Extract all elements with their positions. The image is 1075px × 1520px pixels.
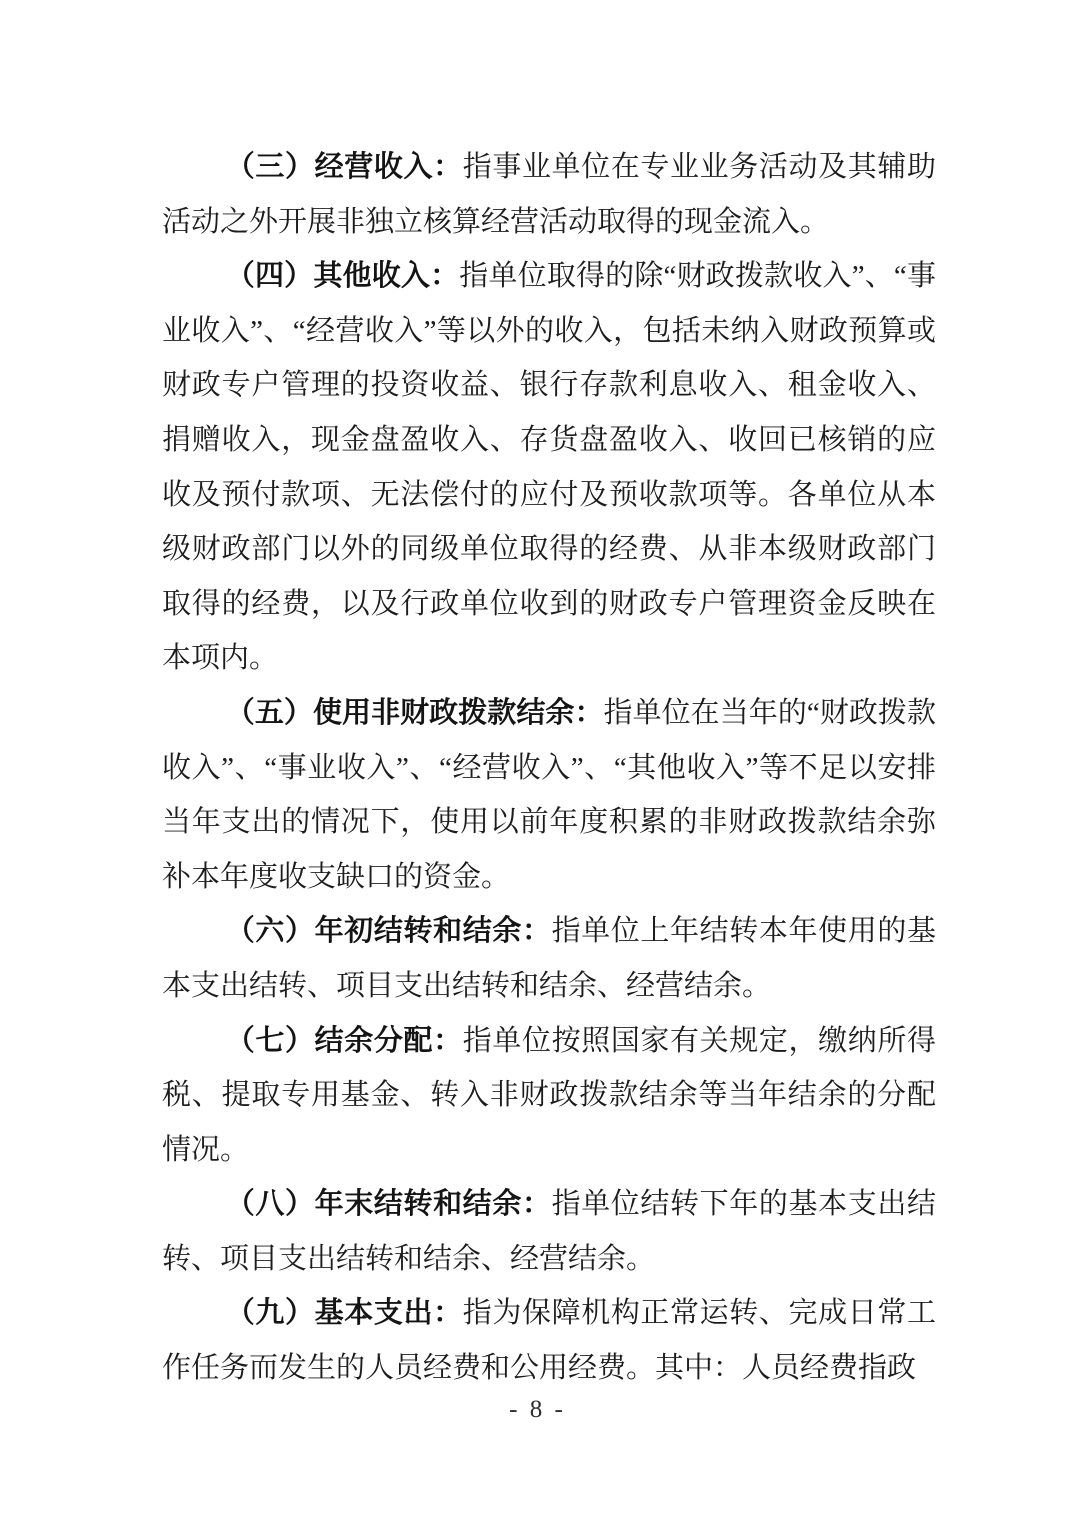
paragraph-item-9 xyxy=(162,1286,936,1395)
paragraph-text: 指单位上年结转本年使用的基本支出结转、项目支出结转和结余、经营结余。 xyxy=(162,915,936,1002)
paragraph-text: 指单位取得的除“财政拨款收入”、“事业收入”、“经营收入”等以外的收入，包括未纳入财政预算或财政专户管理的投资收益、银行存款利息收入、租金收入、捐赠收入，现金盘盈收入、存货盘盈收入、收回已核销的应收及预付款项、无法偿付的应付及预收款项等。各单位从本级财政部门以外的同级单位取得的经费、从非本级财政部门取得的经费，以及行政单位收到的财政专户管理资金反映在本项内。 xyxy=(162,260,936,675)
paragraph-item-4 xyxy=(162,249,936,686)
paragraph-heading: （六）年初结转和结余： xyxy=(225,915,552,948)
paragraph-text: 指单位结转下年的基本支出结转、项目支出结转和结余、经营结余。 xyxy=(162,1188,936,1275)
paragraph-heading: （八）年末结转和结余： xyxy=(225,1188,552,1221)
paragraph-item-7 xyxy=(162,1014,936,1178)
paragraph-item-5 xyxy=(162,686,936,904)
paragraph-item-8 xyxy=(162,1177,936,1286)
paragraph-item-6 xyxy=(162,904,936,1013)
paragraph-text: 指为保障机构正常运转、完成日常工作任务而发生的人员经费和公用经费。其中：人员经费指政 xyxy=(162,1297,936,1385)
paragraph-item-3 xyxy=(162,140,936,249)
paragraph-heading: （四）其他收入： xyxy=(225,260,460,293)
paragraph-heading: （七）结余分配： xyxy=(225,1024,463,1057)
paragraph-heading: （五）使用非财政拨款结余： xyxy=(225,696,604,729)
paragraph-text: 指单位按照国家有关规定，缴纳所得税、提取专用基金、转入非财政拨款结余等当年结余的分配情况。 xyxy=(162,1024,936,1166)
page-number: - 8 - xyxy=(509,1396,566,1423)
paragraph-heading: （九）基本支出： xyxy=(225,1297,463,1330)
paragraph-text: 指事业单位在专业业务活动及其辅助活动之外开展非独立核算经营活动取得的现金流入。 xyxy=(162,151,936,238)
paragraph-heading: （三）经营收入： xyxy=(225,151,463,183)
paragraph-text: 指单位在当年的“财政拨款收入”、“事业收入”、“经营收入”、“其他收入”等不足以安排当年支出的情况下，使用以前年度积累的非财政拨款结余弥补本年度收支缺口的资金。 xyxy=(162,696,936,893)
document-body xyxy=(162,140,936,1396)
